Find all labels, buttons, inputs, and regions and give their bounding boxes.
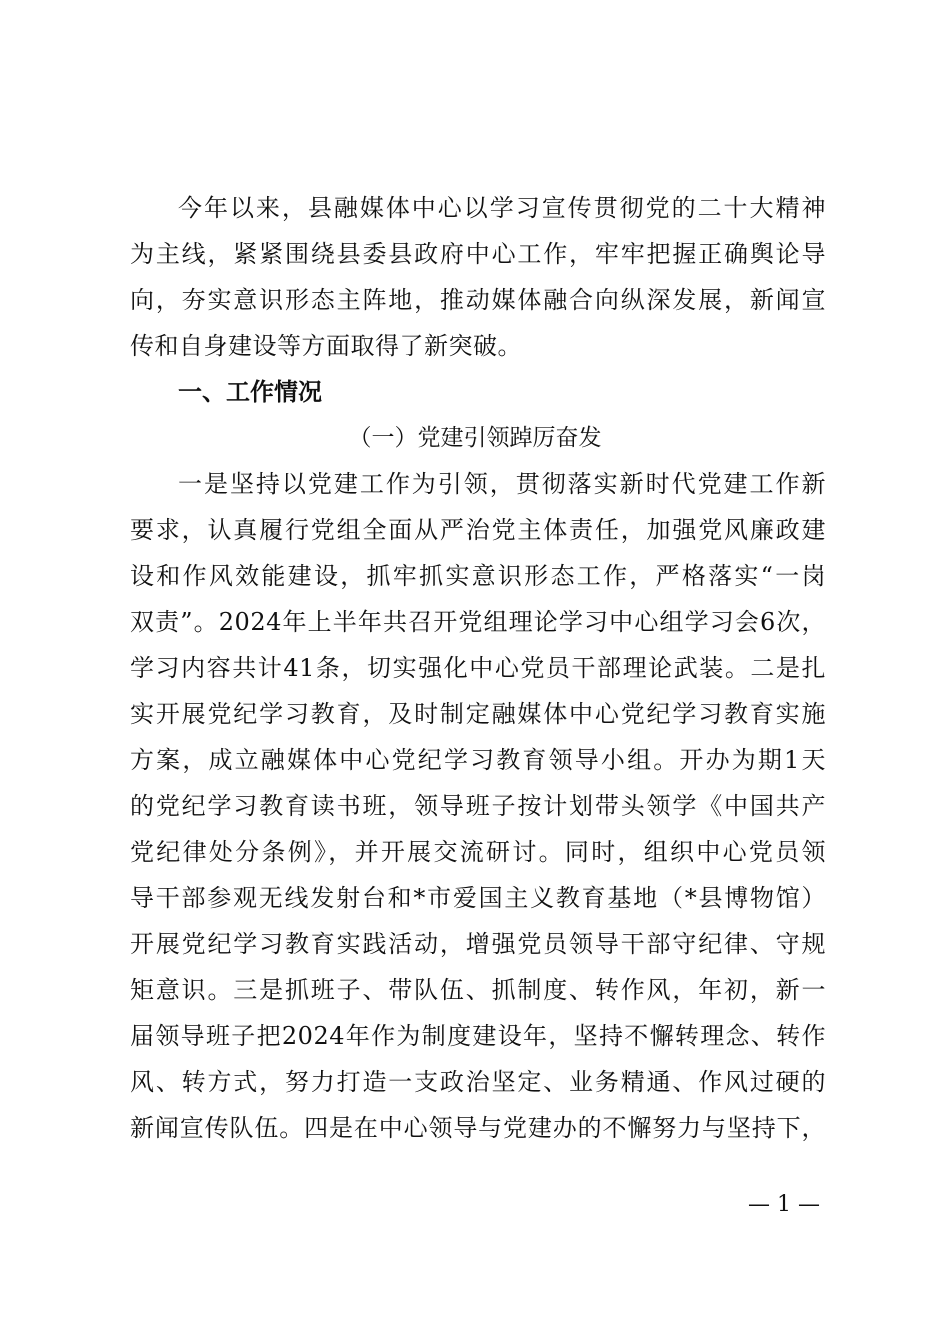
body-line: 届领导班子把2024年作为制度建设年，坚持不懈转理念、转作 — [130, 1022, 826, 1050]
page-number: — 1 — — [748, 1192, 820, 1217]
body-line: 要求，认真履行党组全面从严治党主体责任，加强党风廉政建 — [130, 516, 826, 544]
body-line: 的党纪学习教育读书班，领导班子按计划带头领学《中国共产 — [130, 792, 826, 820]
intro-line: 传和自身建设等方面取得了新突破。 — [130, 332, 522, 360]
body-line: 双责”。2024年上半年共召开党组理论学习中心组学习会6次， — [130, 608, 826, 636]
intro-line: 为主线，紧紧围绕县委县政府中心工作，牢牢把握正确舆论导 — [130, 240, 826, 268]
body-line: 学习内容共计41条，切实强化中心党员干部理论武装。二是扎 — [130, 654, 826, 682]
body-line: 方案，成立融媒体中心党纪学习教育领导小组。开办为期1天 — [130, 746, 826, 774]
body-line: 一是坚持以党建工作为引领，贯彻落实新时代党建工作新 — [178, 470, 826, 498]
body-line: 新闻宣传队伍。四是在中心领导与党建办的不懈努力与坚持下， — [130, 1114, 826, 1142]
intro-line: 向，夯实意识形态主阵地，推动媒体融合向纵深发展，新闻宣 — [130, 286, 826, 314]
section-heading: 一、工作情况 — [178, 378, 322, 406]
body-line: 风、转方式，努力打造一支政治坚定、业务精通、作风过硬的 — [130, 1068, 826, 1096]
body-line: 实开展党纪学习教育，及时制定融媒体中心党纪学习教育实施 — [130, 700, 826, 728]
body-line: 矩意识。三是抓班子、带队伍、抓制度、转作风，年初，新一 — [130, 976, 826, 1004]
body-line: 导干部参观无线发射台和*市爱国主义教育基地（*县博物馆） — [130, 884, 826, 912]
intro-line: 今年以来，县融媒体中心以学习宣传贯彻党的二十大精神 — [178, 194, 826, 222]
subsection-heading: （一）党建引领踔厉奋发 — [348, 425, 602, 451]
body-line: 开展党纪学习教育实践活动，增强党员领导干部守纪律、守规 — [130, 930, 826, 958]
body-line: 设和作风效能建设，抓牢抓实意识形态工作，严格落实“一岗 — [130, 562, 826, 590]
body-line: 党纪律处分条例》，并开展交流研讨。同时，组织中心党员领 — [130, 838, 826, 866]
